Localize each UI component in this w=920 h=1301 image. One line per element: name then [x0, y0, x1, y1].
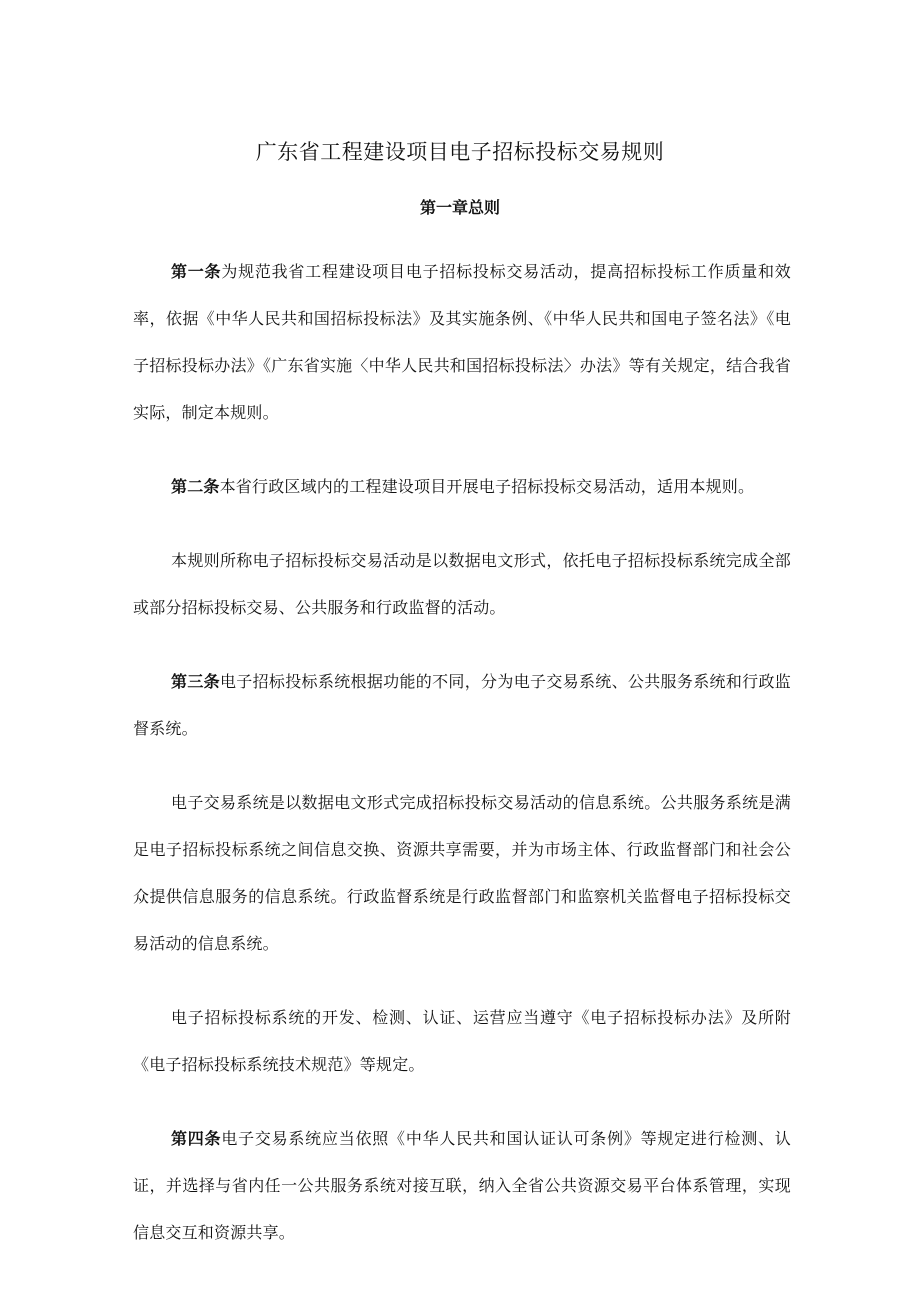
paragraph-text: 电子交易系统应当依照《中华人民共和国认证认可条例》等规定进行检测、认证，并选择与省内任一公共服务系统对接互联，纳入全省公共资源交易平台体系管理，实现信息交互和资源共享。 [133, 1129, 791, 1242]
paragraph-text: 为规范我省工程建设项目电子招标投标交易活动，提高招标投标工作质量和效率，依据《中华人民共和国招标投标法》及其实施条例、《中华人民共和国电子签名法》《电子招标投标办法》《广东省实施〈中华人民共和国招标投标法〉办法》等有关规定，结合我省实际，制定本规则。 [133, 262, 791, 422]
article-number: 第二条 [171, 477, 220, 496]
paragraph-article-1 [133, 248, 791, 436]
article-number: 第四条 [171, 1129, 222, 1148]
paragraph [133, 994, 791, 1088]
paragraph-text: 电子交易系统是以数据电文形式完成招标投标交易活动的信息系统。公共服务系统是满足电子招标投标系统之间信息交换、资源共享需要，并为市场主体、行政监督部门和社会公众提供信息服务的信息系统。行政监督系统是行政监督部门和监察机关监督电子招标投标交易活动的信息系统。 [133, 793, 791, 953]
paragraph-text: 电子招标投标系统的开发、检测、认证、运营应当遵守《电子招标投标办法》及所附《电子招标投标系统技术规范》等规定。 [133, 1008, 791, 1074]
paragraph [133, 779, 791, 967]
chapter-heading: 第一章总则 [419, 198, 500, 217]
paragraph-article-2 [133, 463, 791, 510]
paragraph [133, 537, 791, 631]
paragraph-text: 电子招标投标系统根据功能的不同，分为电子交易系统、公共服务系统和行政监督系统。 [133, 672, 791, 738]
paragraph-article-3 [133, 658, 791, 752]
article-number: 第三条 [171, 672, 220, 691]
paragraph-article-4 [133, 1115, 791, 1256]
paragraph-text: 本省行政区域内的工程建设项目开展电子招标投标交易活动，适用本规则。 [219, 477, 755, 496]
paragraph-text: 本规则所称电子招标投标交易活动是以数据电文形式，依托电子招标投标系统完成全部或部分招标投标交易、公共服务和行政监督的活动。 [133, 551, 791, 617]
document-body [133, 248, 791, 1283]
document-title: 广东省工程建设项目电子招标投标交易规则 [255, 140, 665, 164]
article-number: 第一条 [171, 262, 222, 281]
